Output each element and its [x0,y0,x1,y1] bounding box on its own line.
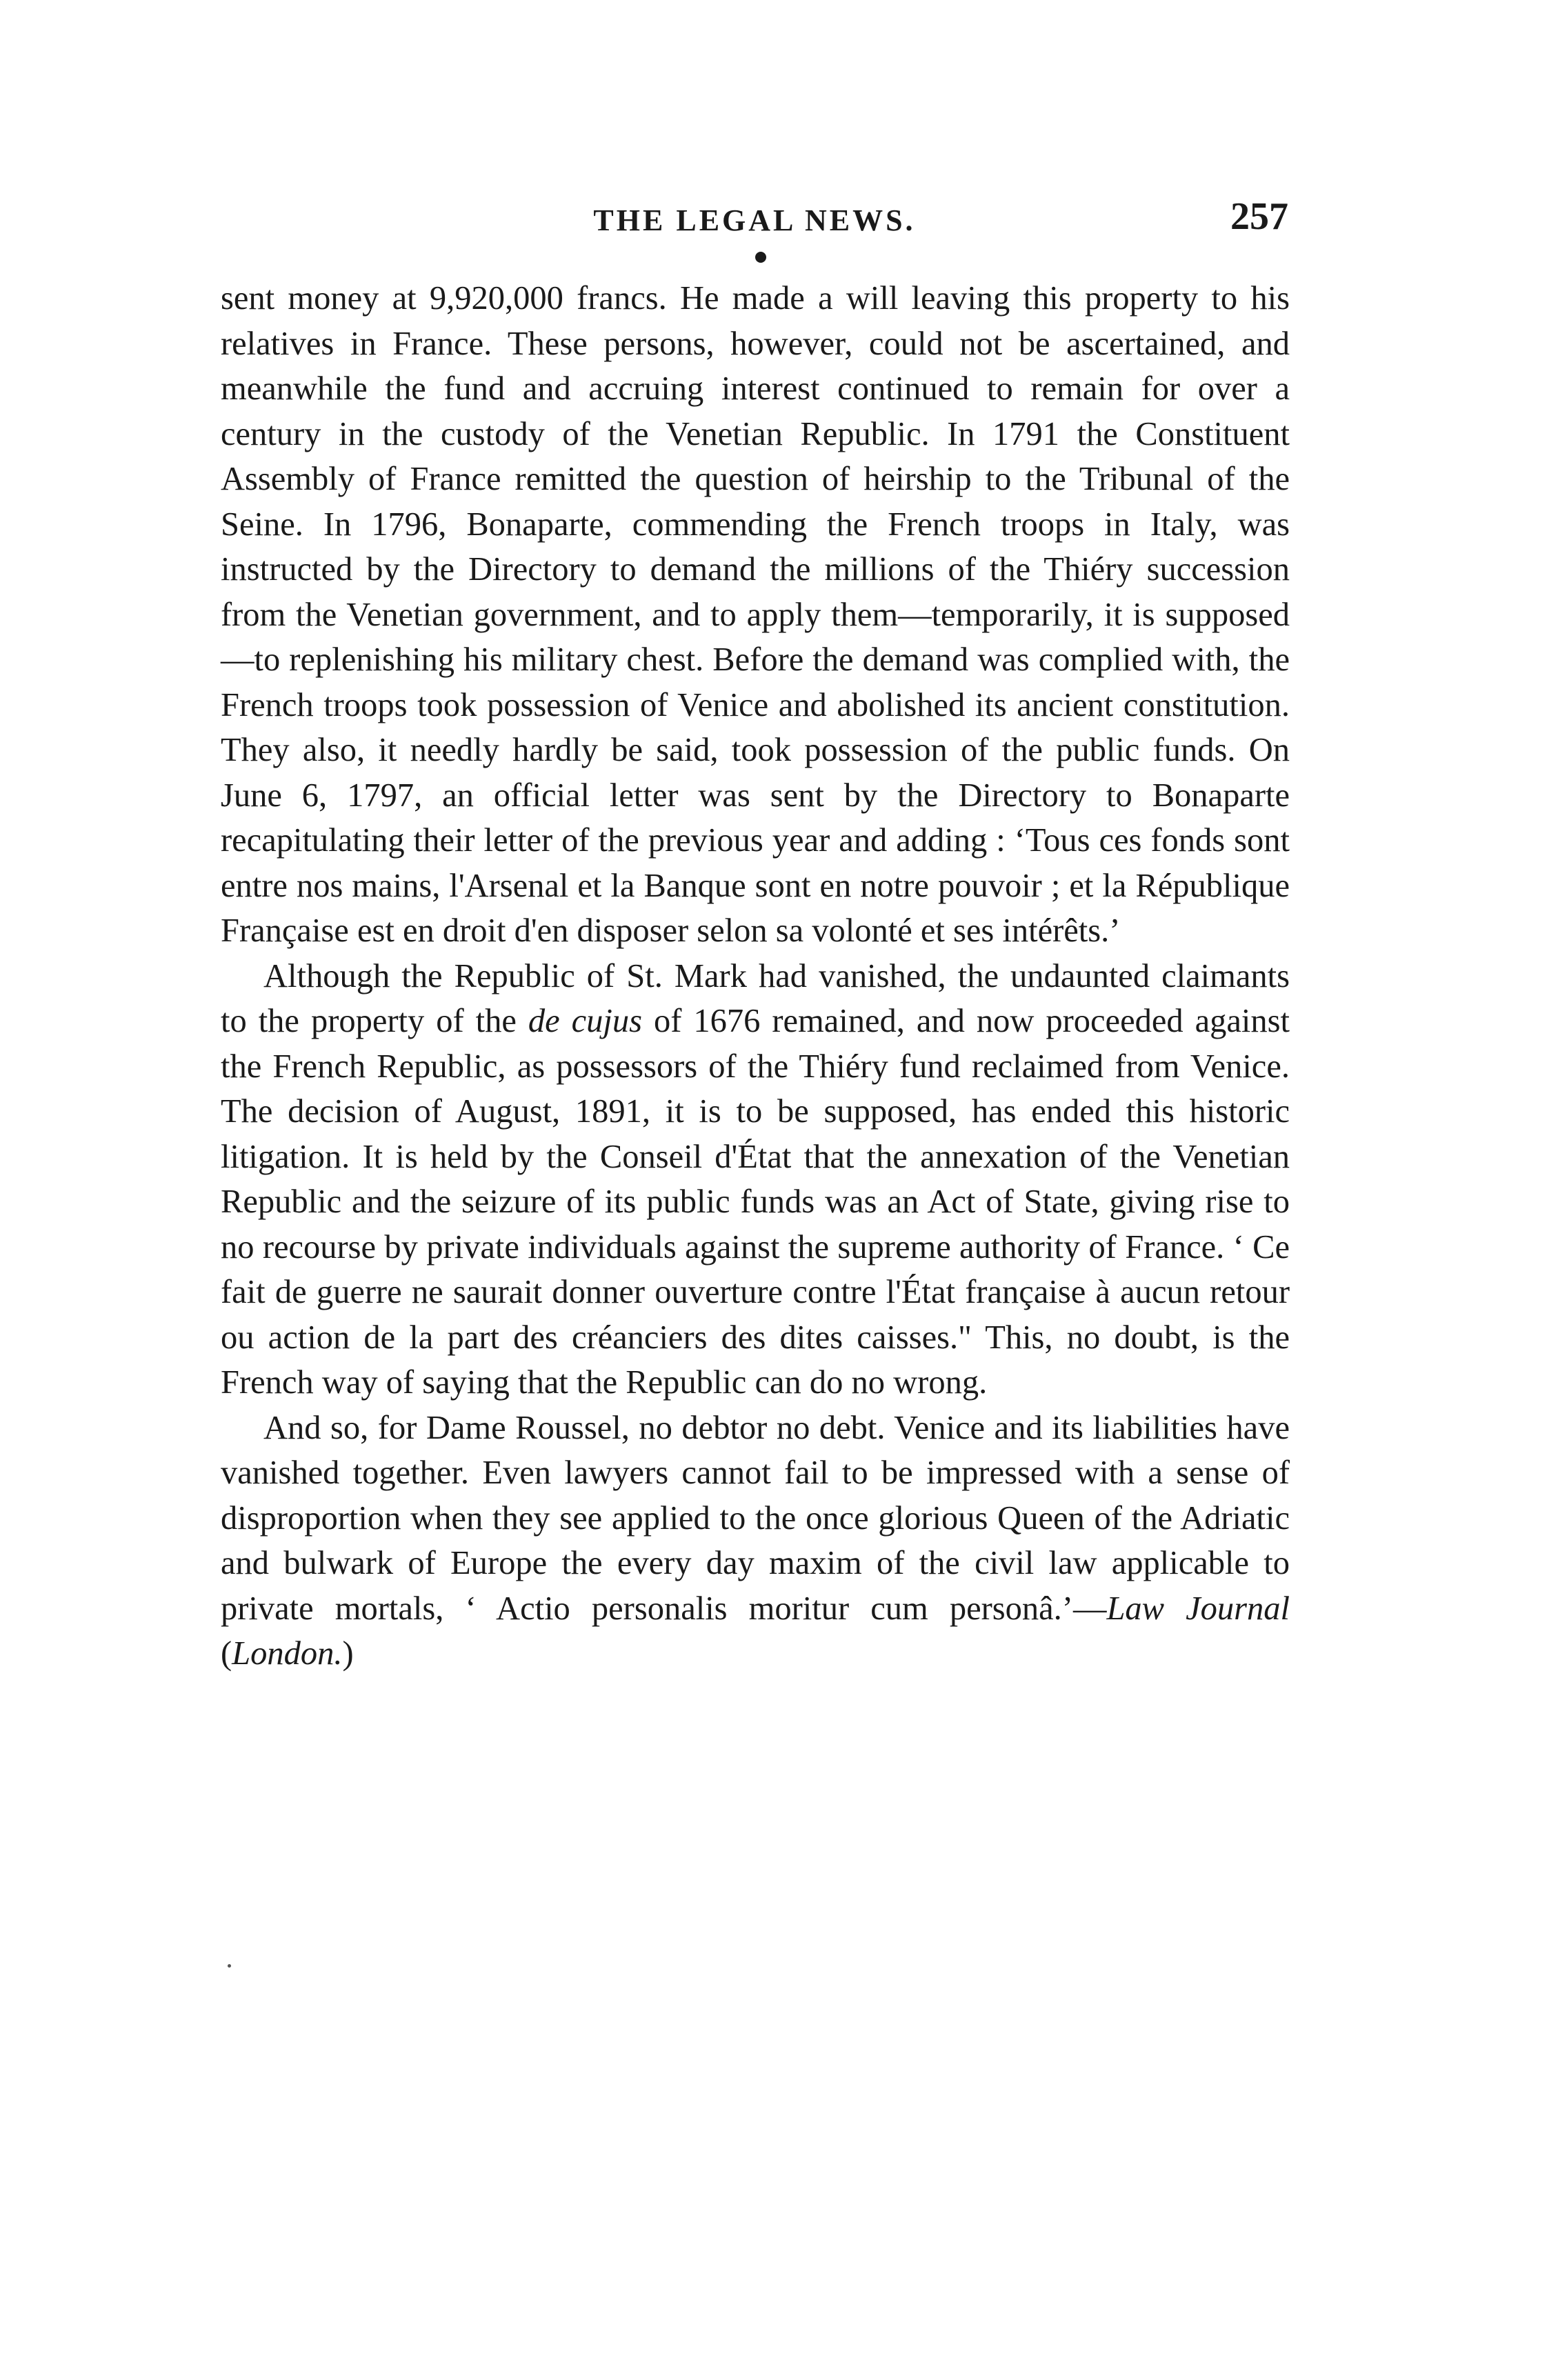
latin-term: de cujus [528,1003,642,1039]
paragraph-3-text-a: And so, for Dame Roussel, no debtor no debt. Venice and its liabilities have vanished together. Even lawyers cannot fail to be impressed with a sense of disproportion when they see applied to the once glorious Queen of the Adriatic and bulwark of Europe the every day maxim of the civil law applicable to private mortals, ‘ Actio personalis moritur cum personâ.’— [221,1409,1290,1627]
paragraph-1 [221,276,1290,954]
running-head: THE LEGAL NEWS. [593,203,916,237]
source-citation: Law Journal [1106,1590,1290,1627]
paragraph-2-text-a: Although the Republic of St. Mark had vanished, the undaunted claimants to the property of the [221,957,1290,1039]
source-location: London. [232,1635,343,1672]
paragraph-2 [221,954,1290,1406]
paragraph-3 [221,1406,1290,1677]
paragraph-3-text-c: ) [342,1635,354,1672]
page-number: 257 [1230,195,1288,238]
article-body [221,276,1290,1677]
paragraph-3-text-b: ( [221,1635,232,1672]
page-header [221,194,1288,243]
stray-ink-mark [228,1964,231,1968]
paragraph-1-text: sent money at 9,920,000 francs. He made a will leaving this property to his relatives in France. These persons, however, could not be ascertained, and meanwhile the fund and accruing interest continued to remain for over a century in the custody of the Venetian Republic. In 1791 the Constituent Assembly of France remitted the question of heirship to the Tribunal of the Seine. In 1796, Bonaparte, commending the French troops in Italy, was instructed by the Directory to demand the millions of the Thiéry succession from the Venetian government, and to apply them—temporarily, it is supposed—to replenishing his military chest. Before the demand was complied with, the French troops took possession of Venice and abolished its ancient constitution. They also, it needly hardly be said, took possession of the public funds. On June 6, 1797, an official letter was sent by the Directory to Bonaparte recapitulating their letter of the previous year and adding : ‘Tous ces fonds sont entre nos mains, l'Arsenal et la Banque sont en notre pouvoir ; et la République Française est en droit d'en disposer selon sa volonté et ses intérêts.’ [221,280,1290,949]
paragraph-2-text-b: of 1676 remained, and now proceeded against the French Republic, as possessors of the Thiéry fund reclaimed from Venice. The decision of August, 1891, it is to be supposed, has ended this historic litigation. It is held by the Conseil d'État that the annexation of the Venetian Republic and the seizure of its public funds was an Act of State, giving rise to no recourse by private individuals against the supreme authority of France. ‘ Ce fait de guerre ne saurait donner ouverture contre l'État française à aucun retour ou action de la part des créanciers des dites caisses." This, no doubt, is the French way of saying that the Republic can do no wrong. [221,1003,1290,1401]
ornament-dot [755,252,766,263]
